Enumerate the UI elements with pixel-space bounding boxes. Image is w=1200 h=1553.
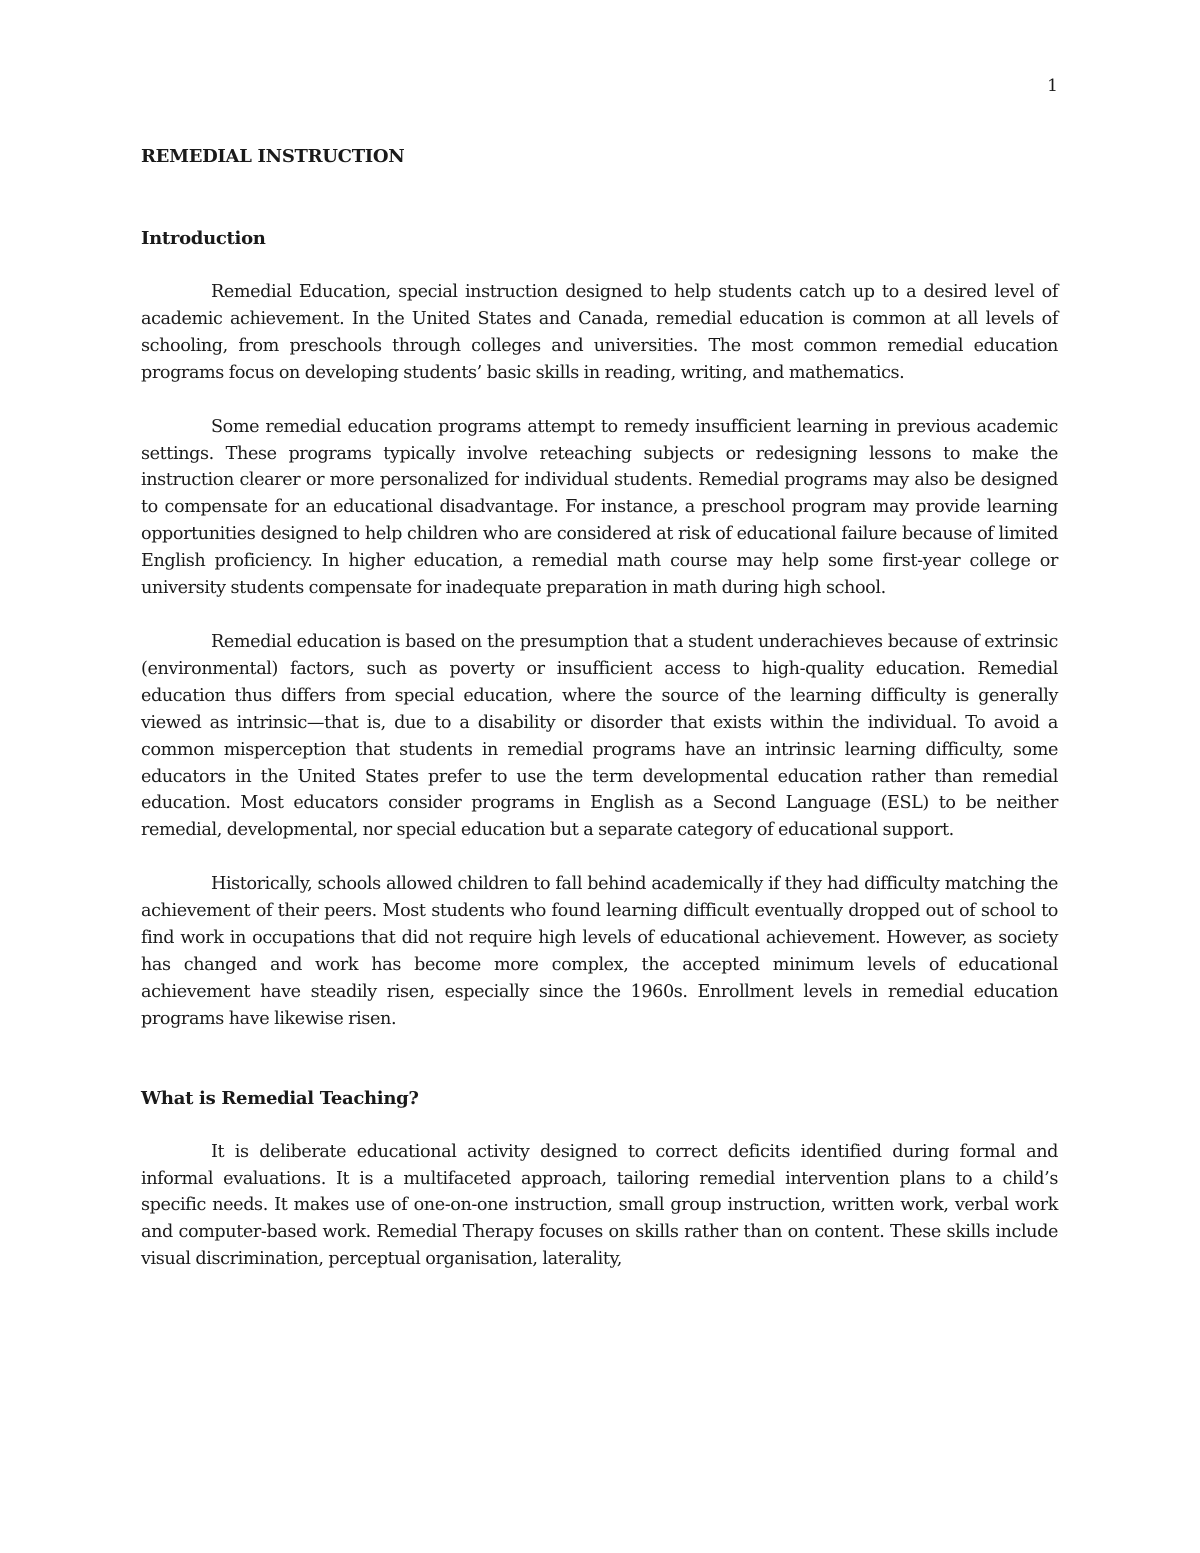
section-heading-introduction: Introduction: [141, 228, 266, 249]
paragraph: Historically, schools allowed children to fall behind academically if they had difficulty matching the achievement of their peers. Most students who found learning difficult eventually dropped out of school to find work in occupations that did not require high levels of educational achievement. However, as society has changed and work has become more complex, the accepted minimum levels of educational achievement have steadily risen, especially since the 1960s. Enrollment levels in remedial education programs have likewise risen.: [141, 874, 1058, 1029]
document-title: REMEDIAL INSTRUCTION: [141, 146, 405, 167]
paragraph: Remedial Education, special instruction designed to help students catch up to a desired level of academic achievement. In the United States and Canada, remedial education is common at all levels of schooling, from preschools through colleges and universities. The most common remedial education programs focus on developing students’ basic skills in reading, writing, and mathematics.: [141, 282, 1058, 383]
document-body: [141, 144, 1058, 1273]
paragraph: Remedial education is based on the presumption that a student underachieves because of extrinsic (environmental) factors, such as poverty or insufficient access to high-quality education. Remedial education thus differs from special education, where the source of the learning difficulty is generally viewed as intrinsic—that is, due to a disability or disorder that exists within the individual. To avoid a common misperception that students in remedial programs have an intrinsic learning difficulty, some educators in the United States prefer to use the term developmental education rather than remedial education. Most educators consider programs in English as a Second Language (ESL) to be neither remedial, developmental, nor special education but a separate category of educational support.: [141, 631, 1058, 841]
section-heading-what-is-remedial-teaching: What is Remedial Teaching?: [141, 1087, 419, 1109]
page-number: 1: [1047, 76, 1058, 96]
paragraph: Some remedial education programs attempt to remedy insufficient learning in previous academic settings. These programs typically involve reteaching subjects or redesigning lessons to make the instruction clearer or more personalized for individual students. Remedial programs may also be designed to compensate for an educational disadvantage. For instance, a preschool program may provide learning opportunities designed to help children who are considered at risk of educational failure because of limited English proficiency. In higher education, a remedial math course may help some first-year college or university students compensate for inadequate preparation in math during high school.: [141, 416, 1058, 599]
paragraph: It is deliberate educational activity designed to correct deficits identified during formal and informal evaluations. It is a multifaceted approach, tailoring remedial intervention plans to a child’s specific needs. It makes use of one-on-one instruction, small group instruction, written work, verbal work and computer-based work. Remedial Therapy focuses on skills rather than on content. These skills include visual discrimination, perceptual organisation, laterality,: [141, 1141, 1058, 1270]
